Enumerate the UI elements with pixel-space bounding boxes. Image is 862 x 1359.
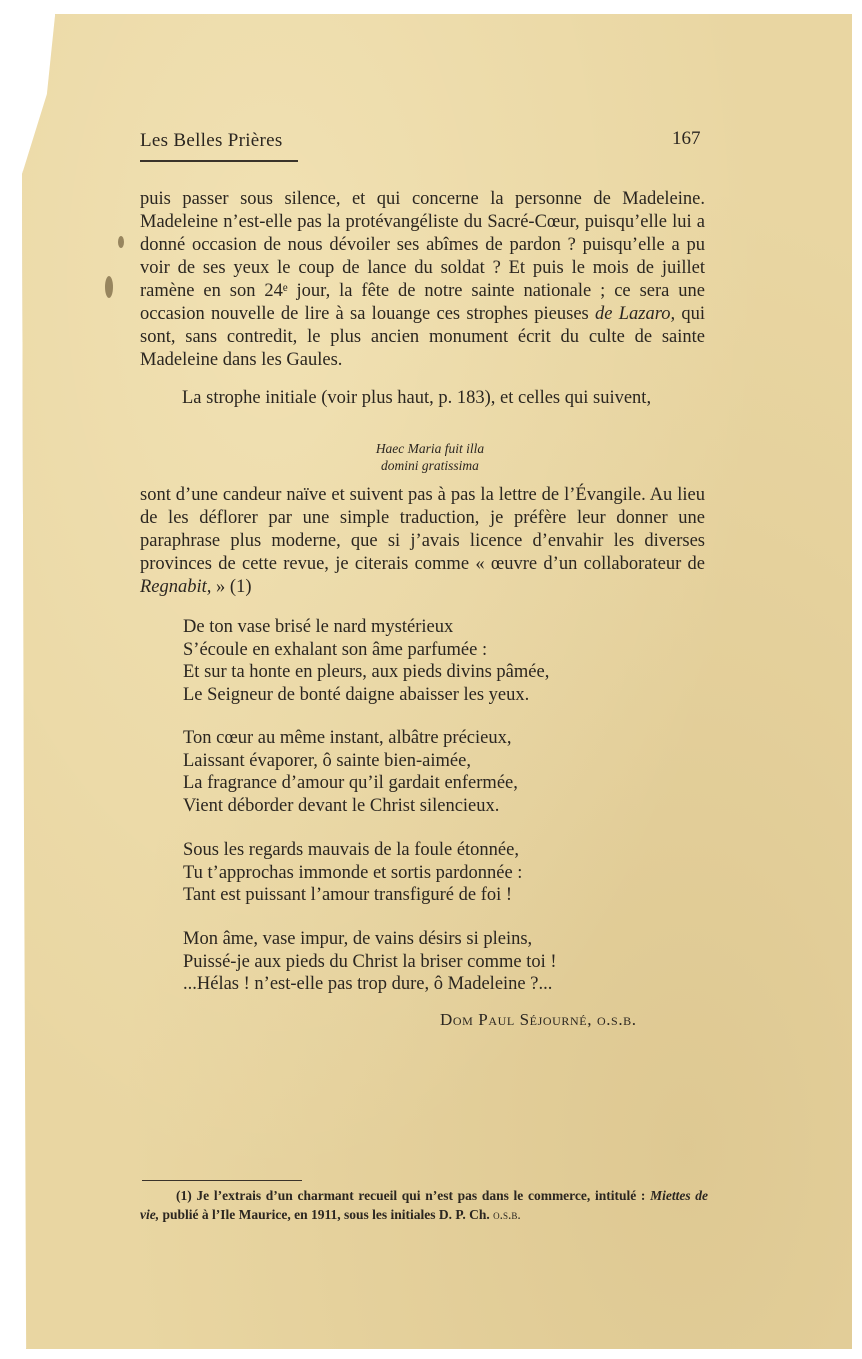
ink-stain [105, 276, 113, 298]
paragraph-1-italic: de Lazaro, [595, 304, 676, 324]
author-order: o.s.b. [596, 1010, 637, 1029]
poem-stanza-1 [183, 616, 703, 706]
poem-line: La fragrance d’amour qu’il gardait enfermée, [183, 773, 518, 793]
latin-quote-line: domini gratissima [381, 458, 479, 473]
poem-stanza-3 [183, 839, 703, 907]
footnote-order: o.s.b. [493, 1207, 521, 1222]
footnote-title: Miettes de vie, [140, 1188, 708, 1222]
footnote-rule [142, 1180, 302, 1181]
page-number: 167 [672, 128, 701, 149]
paragraph-1-end: qui sont, sans contredit, le plus ancien monument écrit du culte de sainte Madeleine dans les Gaules. [140, 304, 706, 370]
poem-line: Ton cœur au même instant, albâtre précieux, [183, 728, 512, 748]
poem-line: Tu t’approchas immonde et sortis pardonnée : [183, 862, 523, 883]
body-paragraph-2: La strophe initiale (voir plus haut, p. 183), et celles qui suivent, [182, 388, 652, 408]
poem-stanza-2 [183, 727, 703, 817]
poem-line: Tant est puissant l’amour transfiguré de foi ! [183, 885, 513, 905]
body-paragraph-3 [140, 484, 705, 599]
author-name: Dom Paul Séjourné, [440, 1010, 593, 1029]
paragraph-3-end: » (1) [216, 577, 252, 597]
poem-line: Le Seigneur de bonté daigne abaisser les yeux. [183, 684, 530, 705]
footnote-text-middle: publié à l’Ile Maurice, en 1911, sous les initiales D. P. Ch. [162, 1207, 490, 1222]
paragraph-3-text: sont d’une candeur naïve et suivent pas à pas la lettre de l’Évangile. Au lieu de les déflorer par une simple traduction, je préfère leur donner une paraphrase plus moderne, que si j’avais licence d’envahir les diverses provinces de cette revue, je citerais comme « œuvre d’un collaborateur de [140, 485, 705, 574]
latin-quote-line: Haec Maria fuit illa [375, 441, 485, 456]
poem-line: ...Hélas ! n’est-elle pas trop dure, ô Madeleine ?... [183, 974, 553, 994]
footnote-text: (1) Je l’extrais d’un charmant recueil qui n’est pas dans le commerce, intitulé : [176, 1188, 646, 1203]
poem-line: Laissant évaporer, ô sainte bien-aimée, [183, 750, 471, 771]
poem-line: S’écoule en exhalant son âme parfumée : [183, 639, 488, 660]
ink-stain [118, 236, 124, 248]
poem-line: Puissé-je aux pieds du Christ la briser comme toi ! [183, 951, 557, 972]
poem-line: Et sur ta honte en pleurs, aux pieds divins pâmée, [183, 662, 550, 682]
poem-line: Mon âme, vase impur, de vains désirs si pleins, [183, 929, 533, 949]
running-title: Les Belles Prières [140, 130, 283, 151]
footnote [140, 1186, 708, 1224]
paragraph-3-italic: Regnabit, [140, 577, 212, 597]
poem-line: De ton vase brisé le nard mystérieux [183, 617, 454, 637]
poem-line: Vient déborder devant le Christ silencieux. [183, 795, 500, 816]
header-rule [140, 160, 298, 162]
author-signature [440, 1010, 637, 1030]
body-paragraph-1 [140, 188, 705, 372]
poem-stanza-4 [183, 928, 703, 996]
poem-line: Sous les regards mauvais de la foule étonnée, [183, 840, 519, 860]
latin-quote [300, 440, 560, 474]
paragraph-1-text: puis passer sous silence, et qui concerne la personne de Madeleine. Madeleine n’est-elle pas la protévangéliste du Sacré-Cœur, puisqu’elle lui a donné occasion de nous dévoiler ses abîmes de pardon ? puisqu’elle a pu voir de ses yeux le coup de lance du soldat ? Et puis le mois de juillet ramène en son 24ᵉ jour, la fête de notre sainte nationale ; ce sera une occasion nouvelle de lire à sa louange ces strophes pieuses [140, 189, 705, 324]
